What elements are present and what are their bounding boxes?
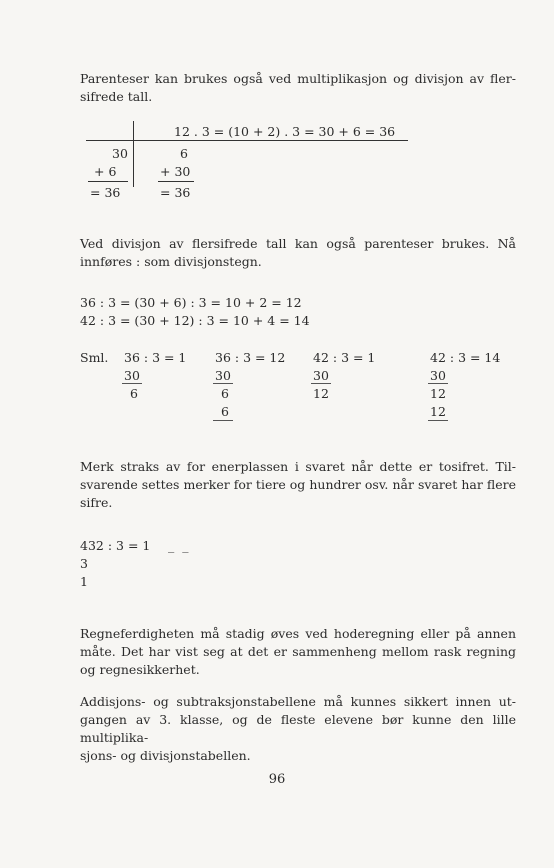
left-col-cell: 30: [112, 146, 128, 161]
sml-example-2-row: 30: [215, 368, 231, 383]
left-col-cell: + 6: [94, 164, 117, 179]
table-top-rule: [86, 140, 408, 141]
sml-example-4-row: 30: [430, 368, 446, 383]
sml-example-1-row: 6: [130, 386, 138, 401]
right-col-cell: + 30: [160, 164, 191, 179]
marker-example-marks: _ _: [168, 538, 191, 553]
mult-header-equation: 12 . 3 = (10 + 2) . 3 = 30 + 6 = 36: [174, 124, 396, 139]
text-line: sifre.: [80, 495, 113, 510]
paragraph-practice: [80, 625, 516, 679]
sml-example-2-row: 6: [221, 404, 229, 419]
text-line: sifrede tall.: [80, 89, 153, 104]
sml-example-3-rule: [311, 383, 331, 384]
right-col-cell: 6: [180, 146, 188, 161]
sml-example-2-row: 6: [221, 386, 229, 401]
sml-example-4-rule: [428, 383, 448, 384]
text-line: måte. Det har vist seg at det er sammenheng mellom rask regning: [80, 644, 516, 659]
text-line: sjons- og divisjonstabellen.: [80, 748, 251, 763]
sml-example-2-eq: 36 : 3 = 12: [215, 350, 286, 365]
sml-example-1-eq: 36 : 3 = 1: [124, 350, 187, 365]
text-line: og regnesikkerhet.: [80, 662, 200, 677]
text-line: Addisjons- og subtraksjonstabellene må kunnes sikkert innen ut-: [80, 694, 516, 709]
sml-example-2-rule: [213, 383, 233, 384]
text-line: innføres : som divisjonstegn.: [80, 254, 262, 269]
text-line: Ved divisjon av flersifrede tall kan også parenteser brukes. Nå: [80, 236, 516, 251]
left-sum-rule: [88, 181, 128, 182]
text-line: gangen av 3. klasse, og de fleste elevene bør kunne den lille multiplika-: [80, 712, 516, 745]
marker-example-row: 1: [80, 574, 88, 589]
text-line: Merk straks av for enerplassen i svaret når dette er tosifret. Til-: [80, 459, 516, 474]
paragraph-tables: [80, 693, 516, 765]
division-equation: 36 : 3 = (30 + 6) : 3 = 10 + 2 = 12: [80, 295, 302, 310]
marker-example-row: 3: [80, 556, 88, 571]
text-line: Regneferdigheten må stadig øves ved hoderegning eller på annen: [80, 626, 516, 641]
division-equation: 42 : 3 = (30 + 12) : 3 = 10 + 4 = 14: [80, 313, 310, 328]
paragraph-markers: [80, 458, 516, 512]
right-sum-rule: [158, 181, 194, 182]
sml-example-4-eq: 42 : 3 = 14: [430, 350, 501, 365]
sml-example-2-rule: [213, 420, 233, 421]
paragraph-division: [80, 235, 516, 271]
sml-example-3-row: 12: [313, 386, 329, 401]
left-col-cell: = 36: [90, 185, 121, 200]
sml-example-4-rule: [428, 420, 448, 421]
paragraph-intro: [80, 70, 516, 106]
sml-label: Sml.: [80, 350, 109, 365]
sml-example-1-row: 30: [124, 368, 140, 383]
sml-example-1-rule: [122, 383, 142, 384]
right-col-cell: = 36: [160, 185, 191, 200]
sml-example-3-row: 30: [313, 368, 329, 383]
page-number: 96: [268, 772, 286, 787]
text-line: Parenteser kan brukes også ved multiplikasjon og divisjon av fler-: [80, 71, 516, 86]
sml-example-4-row: 12: [430, 404, 446, 419]
text-line: svarende settes merker for tiere og hundrer osv. når svaret har flere: [80, 477, 516, 492]
table-divider: [133, 121, 134, 187]
sml-example-4-row: 12: [430, 386, 446, 401]
marker-example-eq: 432 : 3 = 1: [80, 538, 151, 553]
sml-example-3-eq: 42 : 3 = 1: [313, 350, 376, 365]
